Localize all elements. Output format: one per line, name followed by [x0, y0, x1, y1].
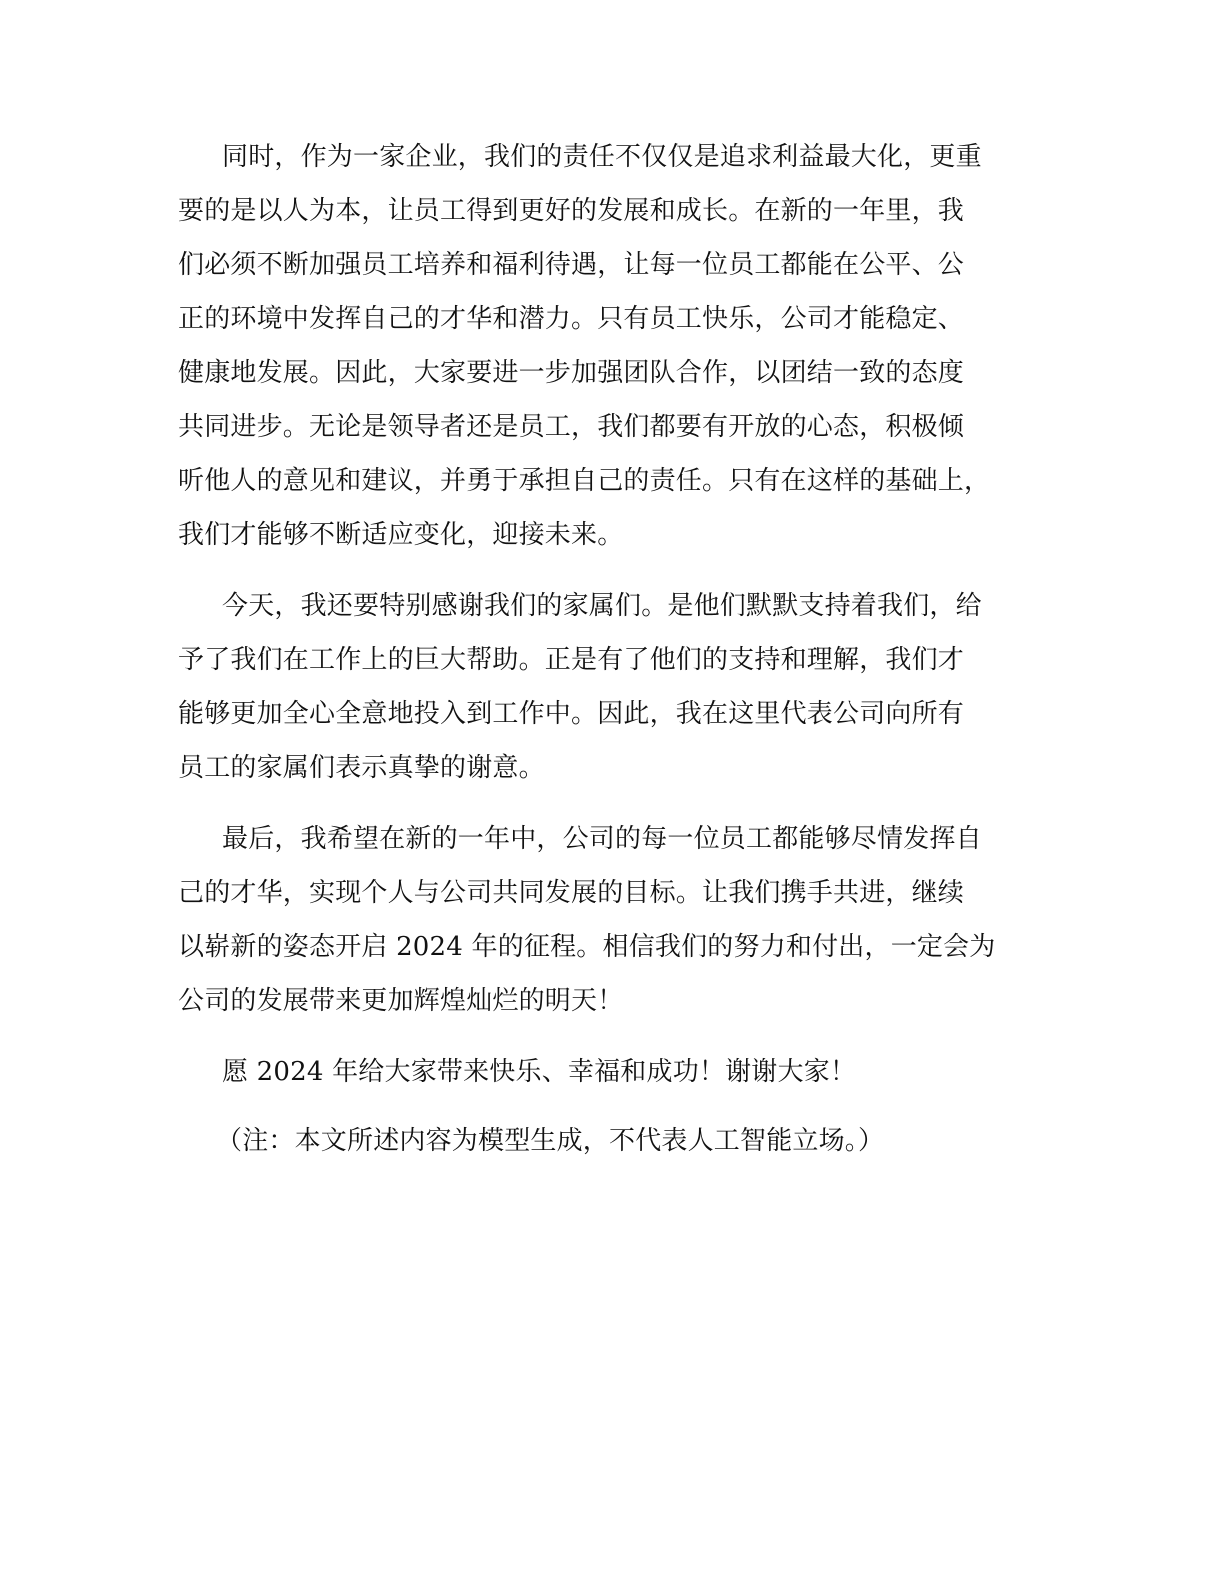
text-line: 以崭新的姿态开启 2024 年的征程。相信我们的努力和付出，一定会为	[178, 932, 996, 962]
text-line: 愿 2024 年给大家带来快乐、幸福和成功！谢谢大家！	[222, 1057, 857, 1087]
disclaimer-note: （注：本文所述内容为模型生成，不代表人工智能立场。）	[216, 1126, 885, 1156]
document-body	[178, 130, 1058, 1183]
paragraph-new-year-wish	[178, 1045, 1058, 1099]
text-line: 能够更加全心全意地投入到工作中。因此，我在这里代表公司向所有	[178, 699, 965, 729]
text-line: 要的是以人为本，让员工得到更好的发展和成长。在新的一年里，我	[178, 196, 965, 226]
text-line: 最后，我希望在新的一年中，公司的每一位员工都能够尽情发挥自	[222, 824, 982, 854]
paragraph-responsibility	[178, 130, 1058, 562]
text-line: 员工的家属们表示真挚的谢意。	[178, 753, 545, 783]
text-line: 同时，作为一家企业，我们的责任不仅仅是追求利益最大化，更重	[222, 142, 982, 172]
paragraph-disclaimer-note	[178, 1114, 1058, 1168]
text-line: 正的环境中发挥自己的才华和潜力。只有员工快乐，公司才能稳定、	[178, 304, 965, 334]
text-line: 公司的发展带来更加辉煌灿烂的明天！	[178, 986, 624, 1016]
text-line: 予了我们在工作上的巨大帮助。正是有了他们的支持和理解，我们才	[178, 645, 965, 675]
paragraph-closing-hope	[178, 812, 1058, 1028]
text-line: 我们才能够不断适应变化，迎接未来。	[178, 520, 624, 550]
text-line: 听他人的意见和建议，并勇于承担自己的责任。只有在这样的基础上，	[178, 466, 991, 496]
text-line: 共同进步。无论是领导者还是员工，我们都要有开放的心态，积极倾	[178, 412, 965, 442]
text-line: 今天，我还要特别感谢我们的家属们。是他们默默支持着我们，给	[222, 591, 982, 621]
paragraph-family-thanks	[178, 579, 1058, 795]
text-line: 们必须不断加强员工培养和福利待遇，让每一位员工都能在公平、公	[178, 250, 965, 280]
text-line: 己的才华，实现个人与公司共同发展的目标。让我们携手共进，继续	[178, 878, 965, 908]
text-line: 健康地发展。因此，大家要进一步加强团队合作，以团结一致的态度	[178, 358, 965, 388]
